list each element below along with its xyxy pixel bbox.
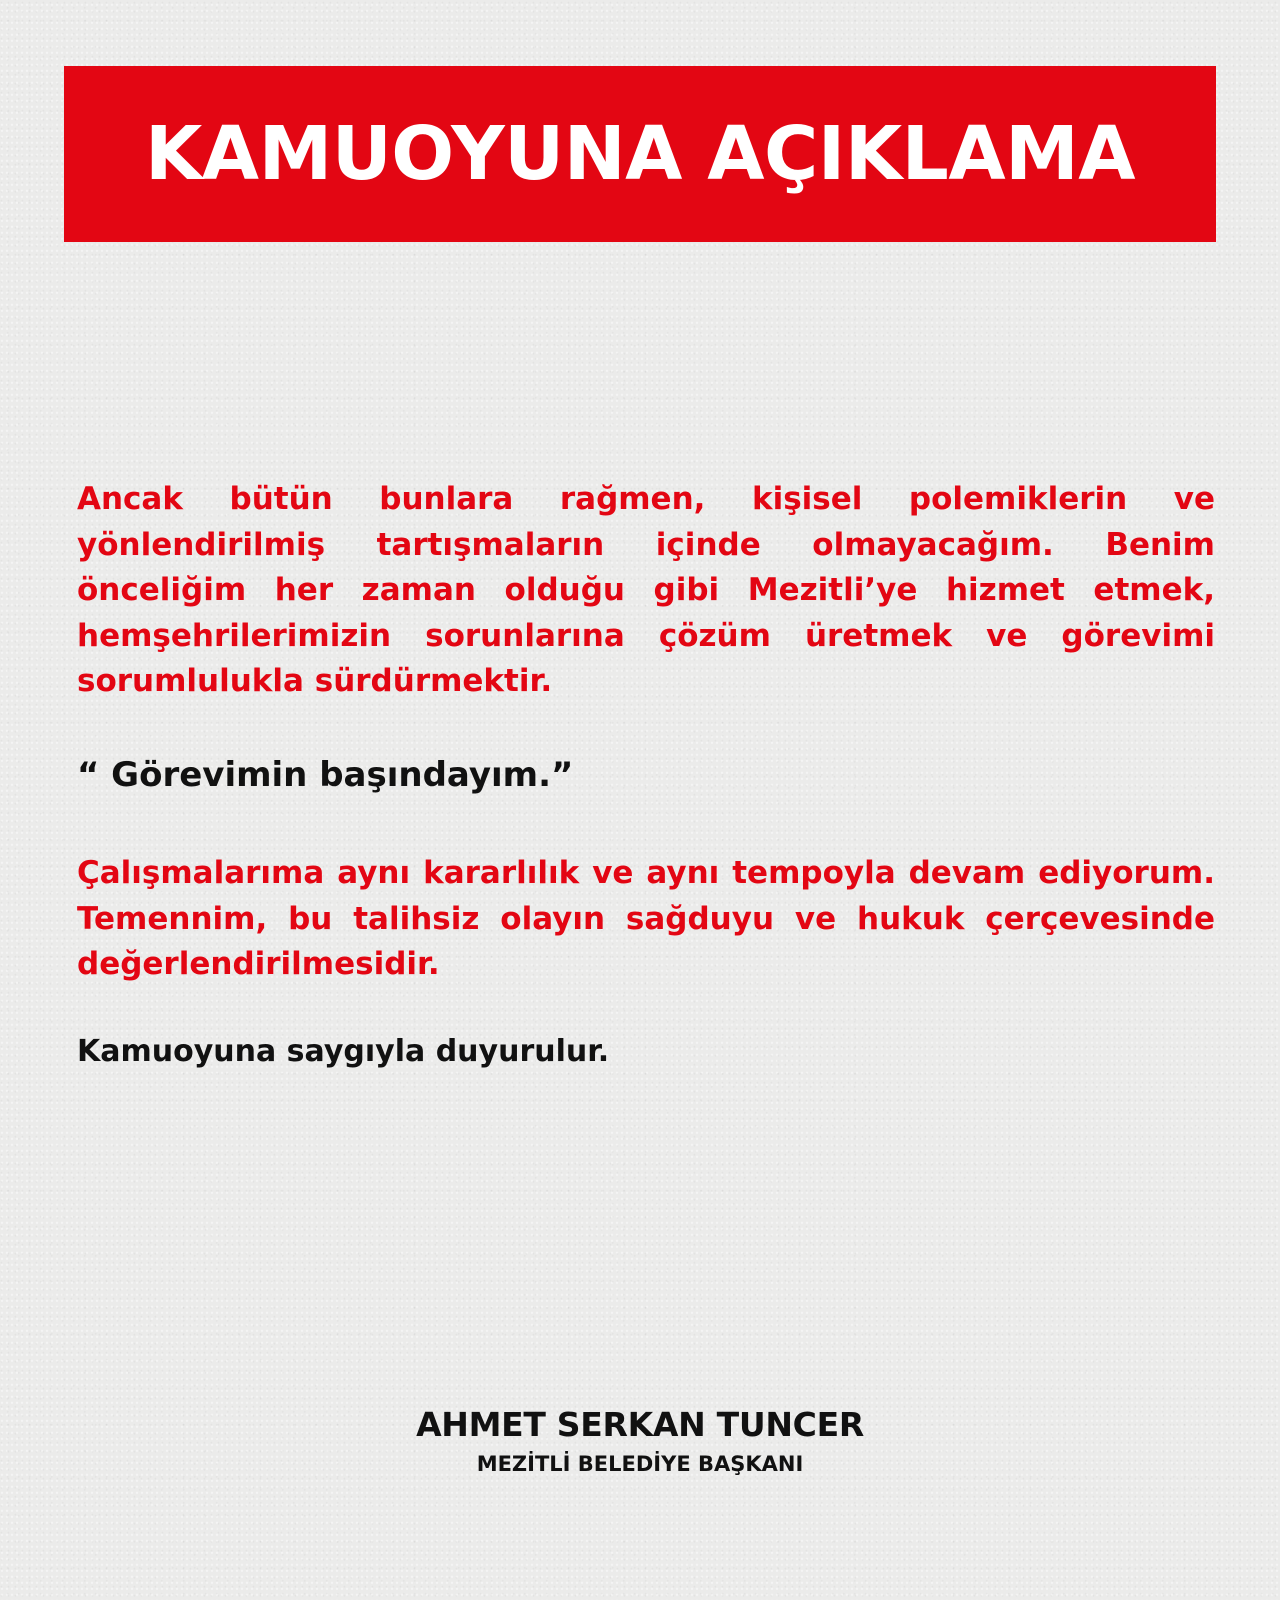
- statement-quote: “ Görevimin başındayım.”: [77, 755, 574, 795]
- title-banner: [64, 66, 1216, 242]
- statement-paragraph-1: Ancak bütün bunlara rağmen, kişisel polemiklerin ve yönlendirilmiş tartışmaların içinde olmayacağım. Benim önceliğim her zaman olduğu gibi Mezitli’ye hizmet etmek, hemşehrilerimizin sorunlarına çözüm üretmek ve görevimi sorumlulukla sürdürmektir.: [77, 481, 1215, 699]
- signatory-name: AHMET SERKAN TUNCER: [416, 1405, 864, 1444]
- page-title: KAMUOYUNA AÇIKLAMA: [144, 111, 1136, 197]
- statement-paragraph-2: Çalışmalarıma aynı kararlılık ve aynı tempoyla devam ediyorum. Temennim, bu talihsiz olayın sağduyu ve hukuk çerçevesinde değerlendirilmesidir.: [77, 855, 1215, 982]
- signatory-role: MEZİTLİ BELEDİYE BAŞKANI: [476, 1452, 804, 1476]
- signature-block: [0, 1405, 1280, 1479]
- statement-closing: Kamuoyuna saygıyla duyurulur.: [77, 1034, 610, 1069]
